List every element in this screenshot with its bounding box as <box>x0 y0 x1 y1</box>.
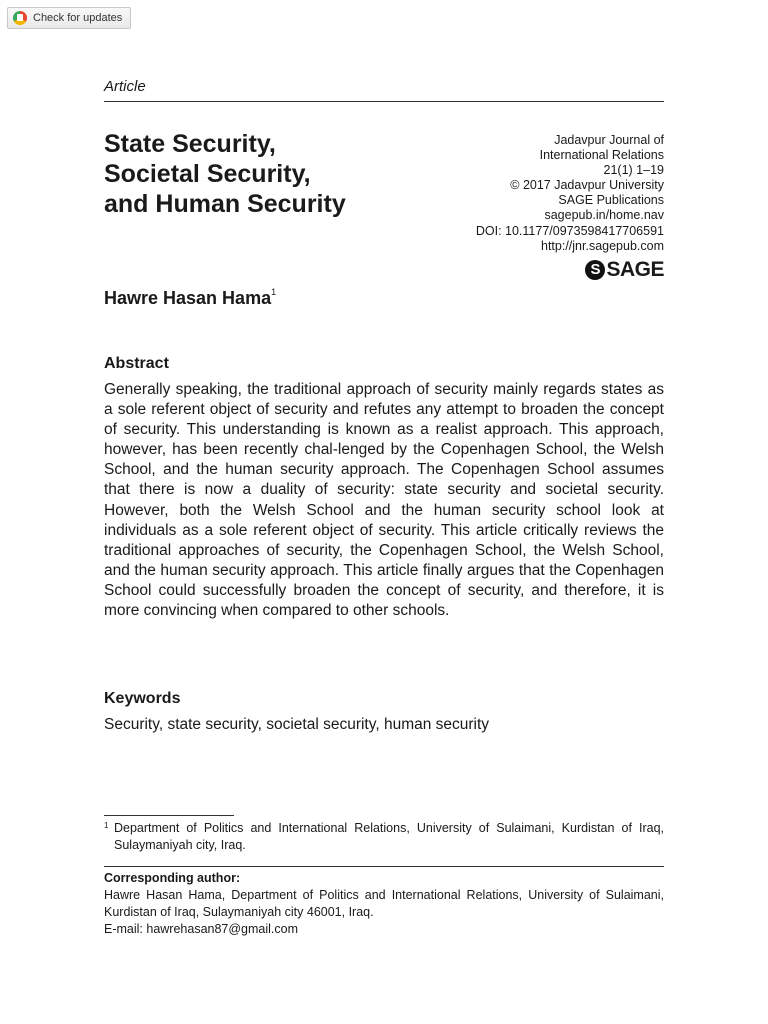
journal-copyright: © 2017 Jadavpur University <box>510 178 664 193</box>
sage-logo <box>585 258 664 282</box>
article-title <box>104 129 434 219</box>
footnote-divider <box>104 815 234 816</box>
sage-logo-icon: S <box>585 260 605 280</box>
footnote-mark: 1 <box>104 821 109 830</box>
journal-name-line: Jadavpur Journal of <box>554 133 664 147</box>
corresponding-author-email[interactable]: E-mail: hawrehasan87@gmail.com <box>104 922 299 936</box>
journal-publisher: SAGE Publications <box>558 193 664 208</box>
corresponding-author-text: Hawre Hasan Hama, Department of Politics and International Relations, University of Sulaimani, Kurdistan of Iraq, Sulaymaniyah city 46001, Iraq. <box>104 888 664 919</box>
title-line: and Human Security <box>104 190 346 218</box>
author-name-text: Hawre Hasan Hama <box>104 288 272 308</box>
check-for-updates-button[interactable] <box>7 7 131 29</box>
journal-volume: 21(1) 1–19 <box>603 163 664 178</box>
journal-url[interactable]: http://jnr.sagepub.com <box>541 238 664 253</box>
crossmark-icon <box>13 11 27 25</box>
journal-name-line: International Relations <box>539 148 664 163</box>
publisher-url[interactable]: sagepub.in/home.nav <box>544 208 664 223</box>
footnote-text: Department of Politics and International Relations, University of Sulaimani, Kurdistan of Iraq, Sulaymaniyah city, Iraq. <box>114 821 664 852</box>
header-divider <box>104 101 664 102</box>
affiliation-footnote <box>104 820 664 854</box>
author-affiliation-mark: 1 <box>271 287 277 297</box>
article-type-label: Article <box>104 78 146 95</box>
author-name <box>104 288 276 309</box>
sage-logo-text: SAGE <box>606 258 664 281</box>
corresponding-author-heading: Corresponding author: <box>104 871 241 885</box>
abstract-text: Generally speaking, the traditional approach of security mainly regards states as a sole referent object of security and refutes any attempt to broaden the concept of security. This understanding is known as a realist approach. This approach, however, has been recently chal-lenged by the Copenhagen School, the Welsh School, and the human security approach. The Copenhagen School assumes that there is now a duality of security: state security and societal security. However, both the Welsh School and the human security school look at individuals as a sole referent object of security. This article critically reviews the traditional approaches of security, the Copenhagen School, the Welsh School, and the human security approach. This article finally argues that the Copenhagen School could successfully broaden the concept of security, and therefore, it is more convincing when compared to other schools. <box>104 381 664 620</box>
doi[interactable]: DOI: 10.1177/0973598417706591 <box>475 223 664 238</box>
check-for-updates-label: Check for updates <box>33 12 123 24</box>
journal-info <box>476 133 664 254</box>
keywords-heading: Keywords <box>104 690 181 707</box>
title-line: Societal Security, <box>104 160 311 188</box>
abstract-heading: Abstract <box>104 355 169 372</box>
corresponding-divider <box>104 866 664 867</box>
title-line: State Security, <box>104 130 276 158</box>
keywords-text: Security, state security, societal security, human security <box>104 716 490 733</box>
